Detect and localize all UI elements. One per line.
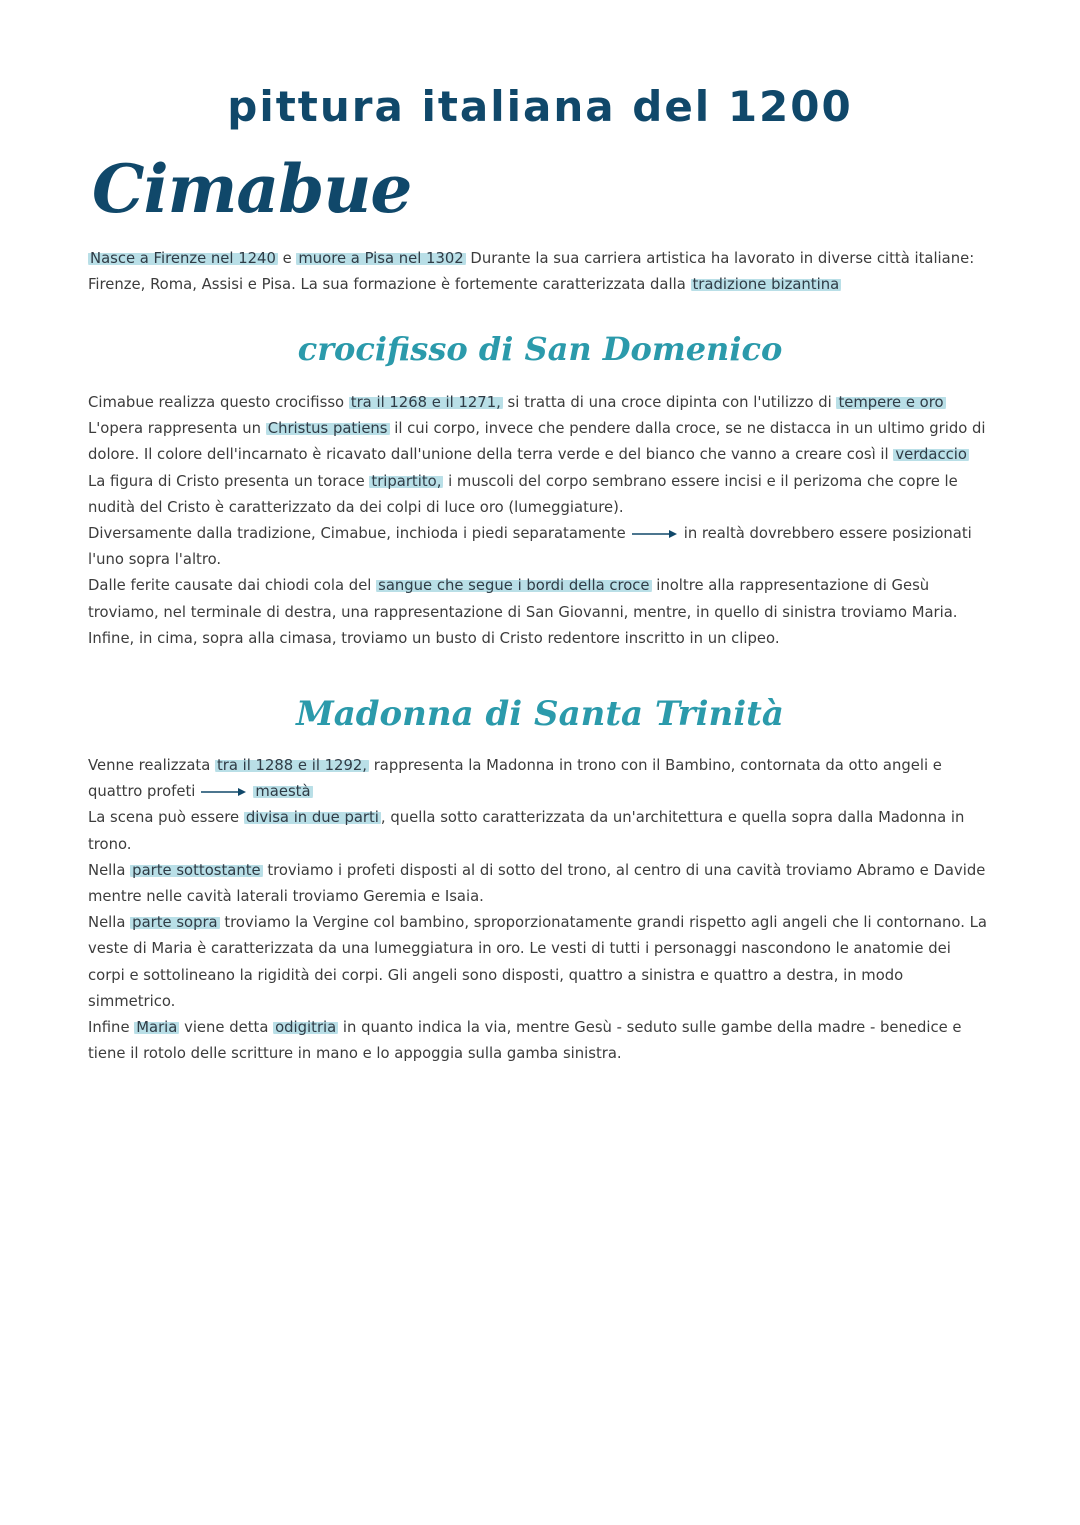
section-heading-madonna: Madonna di Santa Trinità	[296, 694, 784, 734]
highlight: tripartito,	[371, 472, 442, 490]
highlight: Christus patiens	[267, 420, 388, 438]
text: Infine	[88, 1019, 135, 1037]
highlight: verdaccio	[895, 446, 967, 464]
highlight: sangue che segue i bordi della croce	[378, 577, 650, 595]
text: Nella	[88, 914, 131, 932]
page-title: pittura italiana del 1200	[227, 82, 853, 131]
text: Dalle ferite causate dai chiodi cola del	[88, 577, 377, 595]
madonna-section	[88, 753, 988, 1067]
text: inoltre alla rappresentazione di Gesù troviamo, nel terminale di destra, una rappresentazione di San Giovanni, mentre, in quello di sinistra troviamo Maria. Infine, in cima, sopra alla cimasa, troviamo un busto di Cristo redentore inscritto in un clipeo.	[88, 577, 958, 647]
text: , quella sotto caratterizzata da un'architettura e quella sopra dalla Madonna in trono.	[88, 809, 965, 853]
text: in quanto indica la via, mentre Gesù - seduto sulle gambe della madre - benedice e tiene il rotolo delle scritture in mano e lo appoggia sulla gamba sinistra.	[88, 1019, 962, 1063]
highlight-tradition: tradizione bizantina	[692, 276, 840, 294]
text: Diversamente dalla tradizione, Cimabue, inchioda i piedi separatamente	[88, 525, 626, 543]
text: La figura di Cristo presenta un torace	[88, 472, 370, 490]
highlight: maestà	[255, 783, 311, 801]
paragraph	[88, 858, 988, 910]
highlight-birth: Nasce a Firenze nel 1240	[90, 250, 276, 267]
highlight-death: muore a Pisa nel 1302	[298, 250, 464, 267]
text: Venne realizzata	[88, 757, 215, 774]
highlight: parte sottostante	[132, 861, 261, 879]
text: troviamo la Vergine col bambino, sproporzionatamente grandi rispetto agli angeli che li contornano. La veste di Maria è caratterizzata da una lumeggiatura in oro. Le vesti di tutti i personaggi nascondono le anatomie dei corpi e sottolineano la rigidità dei corpi. Gli angeli sono disposti, quattro a sinistra e quattro a destra, in modo simmetrico.	[88, 914, 987, 1010]
text: La scena può essere	[88, 809, 244, 827]
text: viene detta	[179, 1019, 274, 1037]
highlight: tra il 1288 e il 1292,	[216, 757, 368, 774]
arrow-right-icon	[632, 529, 678, 539]
paragraph	[88, 469, 988, 521]
artist-heading: Cimabue	[92, 150, 412, 228]
arrow-right-icon	[201, 787, 247, 797]
text: Nella	[88, 861, 131, 879]
text: Cimabue realizza questo crocifisso	[88, 394, 349, 411]
highlight: divisa in due parti	[245, 809, 379, 827]
paragraph	[88, 805, 988, 857]
text: il cui corpo, invece che pendere dalla croce, se ne distacca in un ultimo grido di dolore. Il colore dell'incarnato è ricavato dall'unione della terra verde e del bianco che vanno a creare così il	[88, 420, 986, 464]
crocifisso-section	[88, 390, 988, 652]
text: si tratta di una croce dipinta con l'utilizzo di	[502, 394, 837, 411]
paragraph	[88, 521, 988, 573]
highlight: tra il 1268 e il 1271,	[350, 394, 501, 411]
highlight: odigitria	[275, 1019, 337, 1037]
highlight: tempere e oro	[838, 394, 944, 411]
paragraph	[88, 910, 988, 1015]
text: Durante la sua carriera artistica ha lavorato in diverse città italiane: Firenze, Roma, Assisi e Pisa. La sua formazione è fortemente caratterizzata dalla	[88, 250, 975, 294]
text: L'opera rappresenta un	[88, 420, 266, 438]
text: rappresenta la Madonna in trono con il Bambino, contornata da otto angeli e quattro profeti	[88, 757, 942, 801]
highlight: parte sopra	[132, 914, 218, 932]
text: troviamo i profeti disposti al di sotto del trono, al centro di una cavità troviamo Abramo e Davide mentre nelle cavità laterali troviamo Geremia e Isaia.	[88, 861, 986, 906]
section-heading-crocifisso: crocifisso di San Domenico	[297, 330, 783, 368]
intro-paragraph	[88, 246, 988, 298]
highlight: Maria	[136, 1019, 178, 1037]
paragraph	[88, 1015, 988, 1067]
text: i muscoli del corpo sembrano essere incisi e il perizoma che copre le nudità del Cristo è caratterizzato da dei colpi di luce oro (lumeggiature).	[88, 472, 958, 516]
paragraph	[88, 416, 988, 468]
paragraph	[88, 753, 988, 805]
paragraph	[88, 573, 988, 652]
text: e	[277, 250, 297, 267]
paragraph	[88, 390, 988, 416]
text: in realtà dovrebbero essere posizionati l'uno sopra l'altro.	[88, 525, 972, 569]
